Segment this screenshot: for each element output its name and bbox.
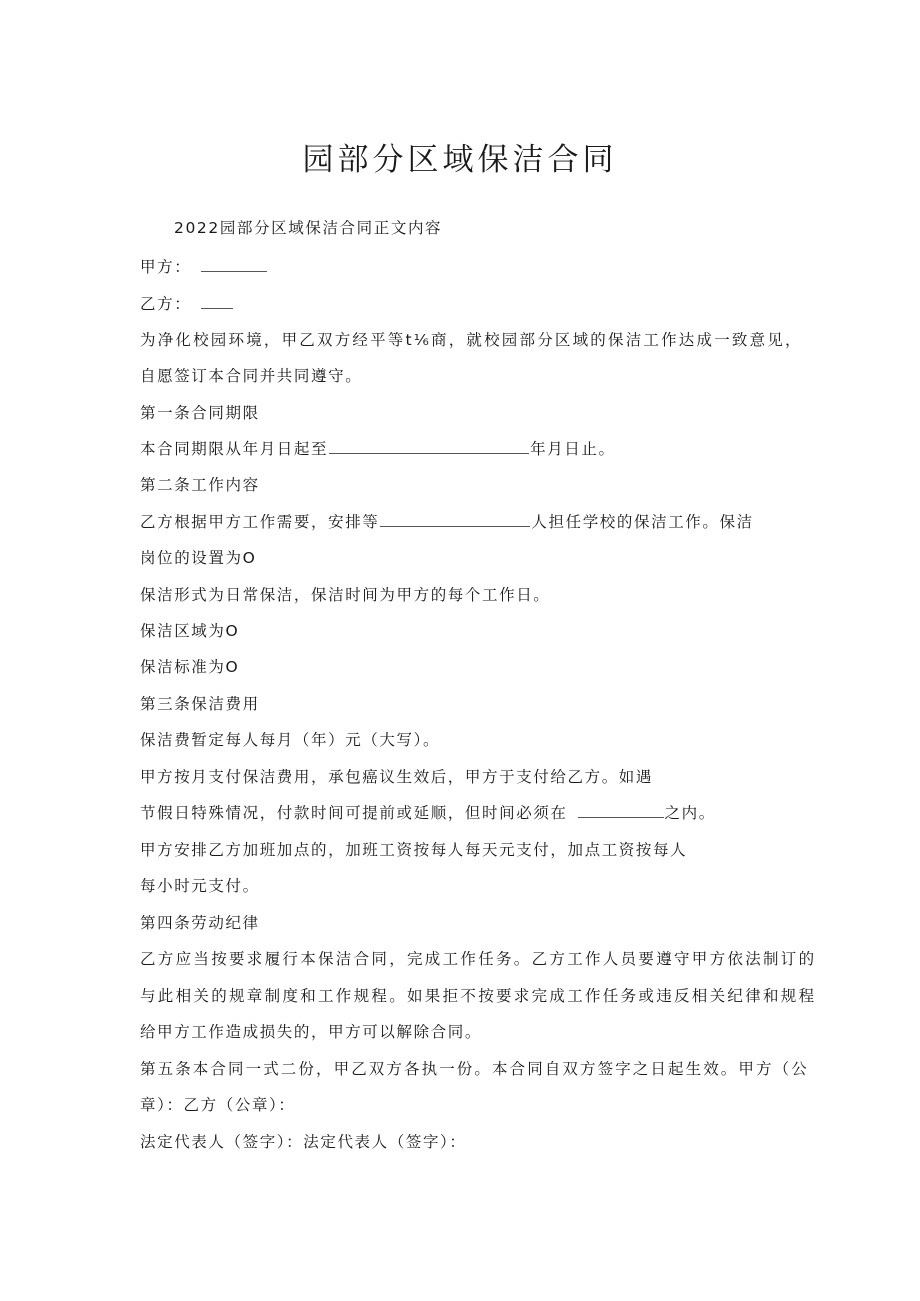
article-4-title: 第四条劳动纪律: [140, 914, 260, 932]
term-start-text: 本合同期限从年月日起至: [140, 440, 329, 458]
payment-terms: 甲方按月支付保洁费用，承包癌议生效后，甲方于支付给乙方。如遇: [140, 768, 654, 786]
article-3-title: 第三条保洁费用: [140, 695, 260, 713]
term-blank: [329, 439, 529, 454]
discipline-line-2: 与此相关的规章制度和工作规程。如果拒不按要求完成工作任务或违反相关纪律和规程: [140, 987, 817, 1005]
cleaning-form: 保洁形式为日常保洁，保洁时间为甲方的每个工作日。: [140, 586, 551, 604]
intro-line-2: 自愿签订本合同并共同遵守。: [140, 367, 363, 385]
post-setting: 岗位的设置为O: [140, 549, 257, 567]
party-b-line: [140, 292, 234, 314]
article-2-title: 第二条工作内容: [140, 476, 260, 494]
deadline-blank: [578, 803, 664, 818]
intro-line-1: 为净化校园环境，甲乙双方经平等t⅙商，就校园部分区域的保洁工作达成一致意见，: [140, 331, 803, 349]
article-5-line-2: 章）：乙方（公章）：: [140, 1096, 296, 1114]
party-a-blank: [201, 257, 267, 272]
article-2-staff: [140, 510, 754, 532]
signature-line: 法定代表人（签字）：法定代表人（签字）：: [140, 1133, 467, 1151]
overtime-pay: 甲方安排乙方加班加点的，加班工资按每人每天元支付，加点工资按每人: [140, 841, 688, 859]
article-1-term: [140, 437, 616, 459]
subtitle: 2022园部分区域保洁合同正文内容: [174, 219, 443, 237]
party-b-blank: [201, 294, 233, 309]
document-title: 园部分区域保洁合同: [302, 142, 618, 178]
staff-text-2: 人担任学校的保洁工作。保洁: [531, 513, 754, 531]
staff-text-1: 乙方根据甲方工作需要，安排等: [140, 513, 380, 531]
term-end-text: 年月日止。: [530, 440, 616, 458]
holiday-text-1: 节假日特殊情况，付款时间可提前或延顺，但时间必须在: [140, 804, 568, 822]
discipline-line-3: 给甲方工作造成损失的，甲方可以解除合同。: [140, 1023, 483, 1041]
holiday-payment: [140, 801, 716, 823]
cleaning-standard: 保洁标准为O: [140, 658, 240, 676]
staff-count-blank: [380, 512, 530, 527]
hourly-pay: 每小时元支付。: [140, 877, 260, 895]
party-a-line: [140, 255, 268, 277]
party-b-label: 乙方：: [140, 295, 192, 313]
article-1-title: 第一条合同期限: [140, 404, 260, 422]
article-5-line-1: 第五条本合同一式二份，甲乙双方各执一份。本合同自双方签字之日起生效。甲方（公: [140, 1060, 809, 1078]
holiday-text-2: 之内。: [664, 804, 716, 822]
fee-amount: 保洁费暂定每人每月（年）元（大写）。: [140, 731, 441, 749]
discipline-line-1: 乙方应当按要求履行本保洁合同，完成工作任务。乙方工作人员要遵守甲方依法制订的: [140, 950, 817, 968]
cleaning-area: 保洁区域为O: [140, 622, 240, 640]
party-a-label: 甲方：: [140, 258, 192, 276]
